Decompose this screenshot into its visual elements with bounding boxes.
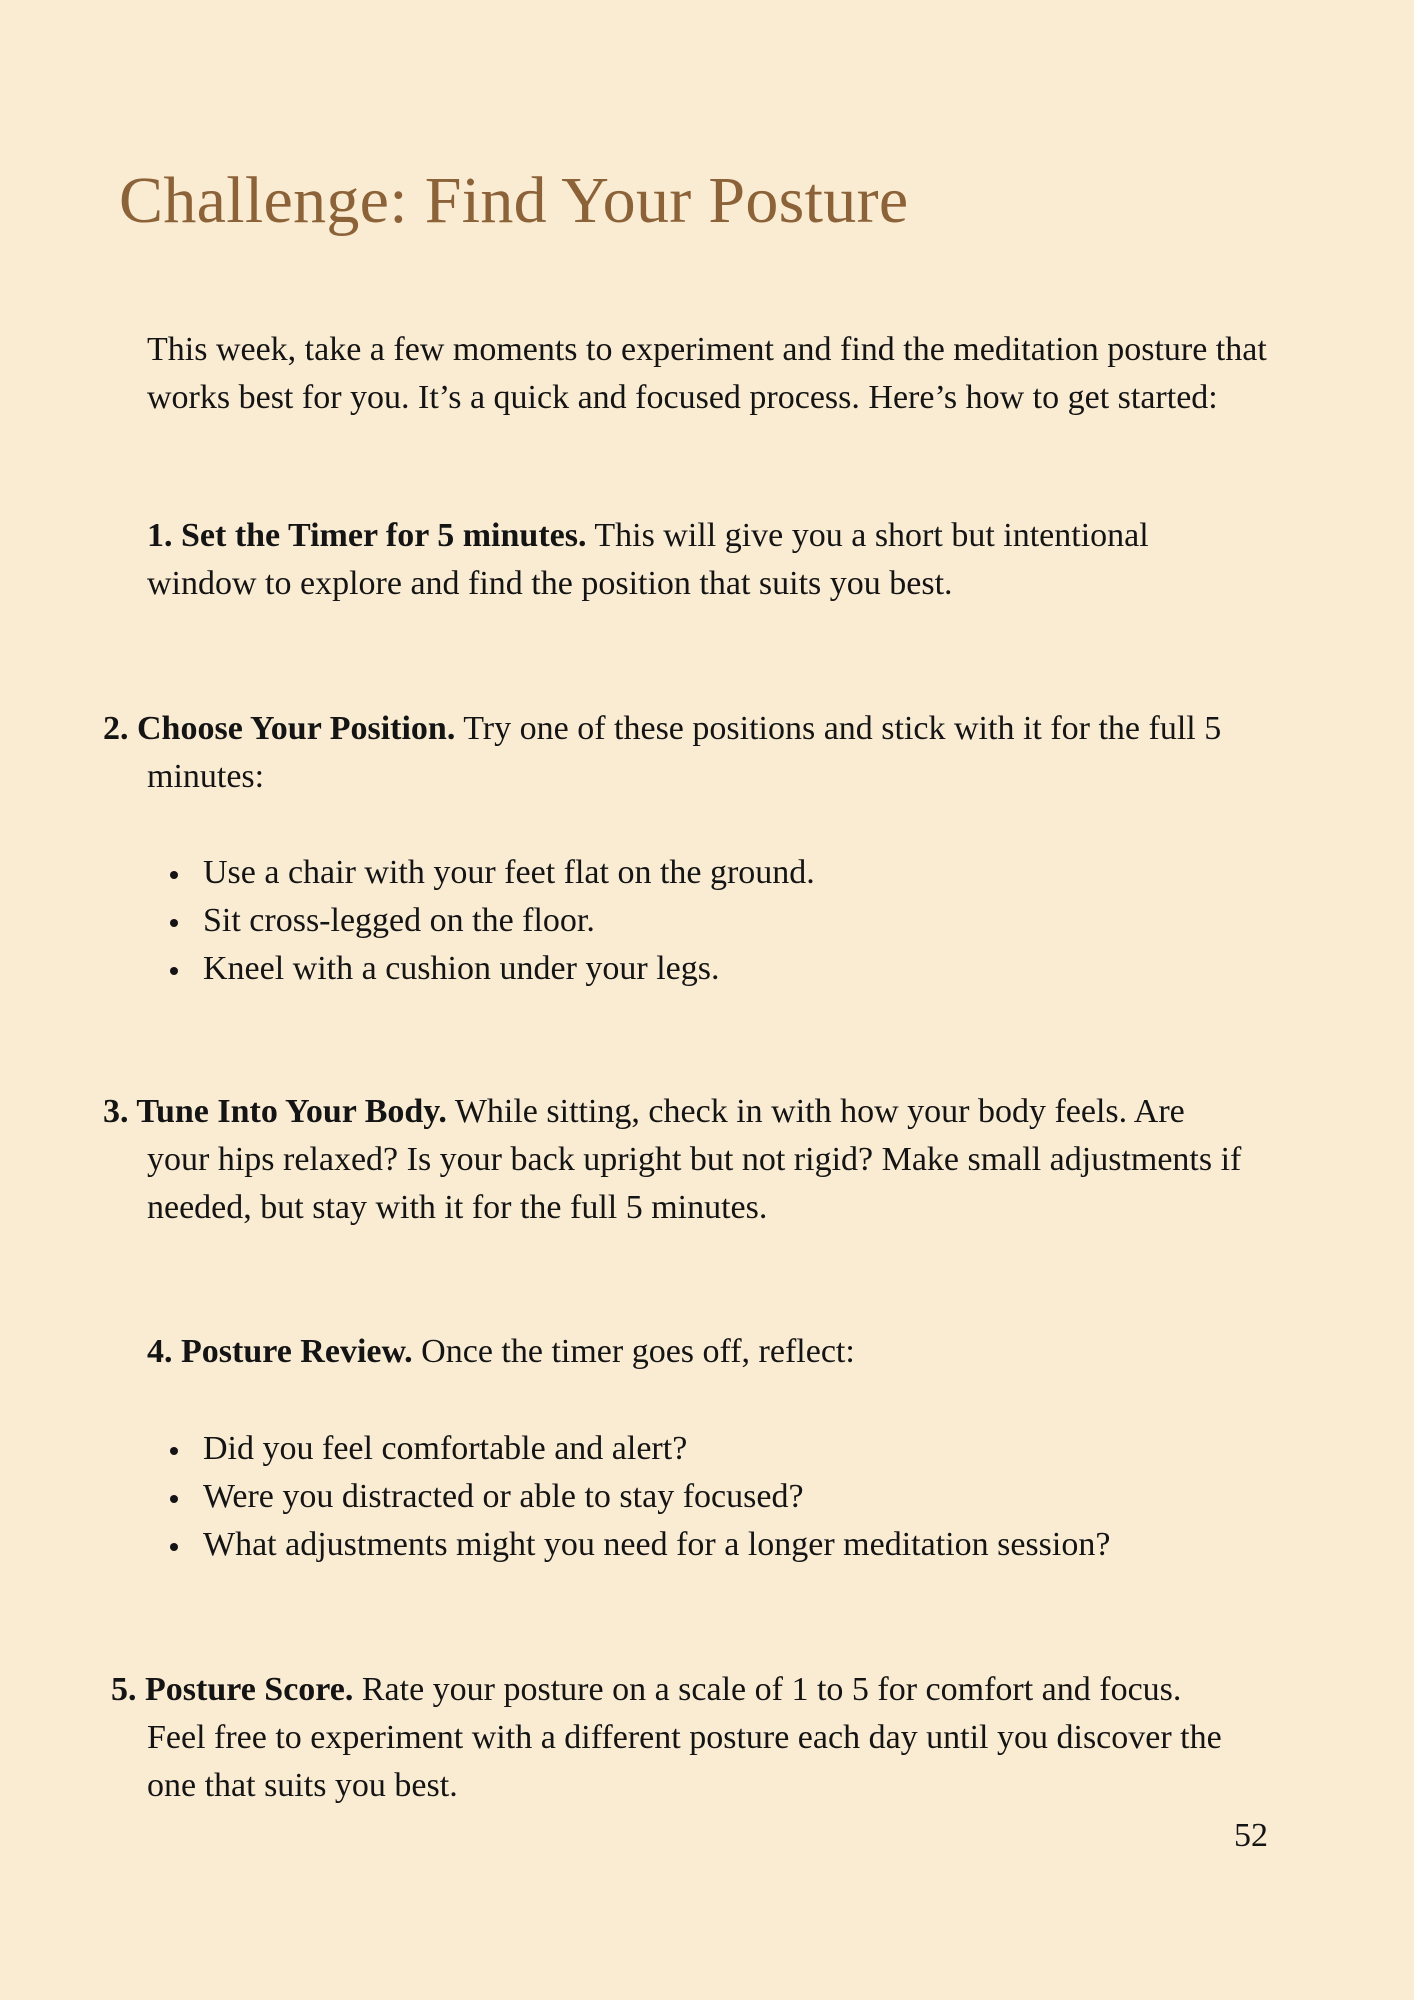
step-5 (111, 1666, 1247, 1810)
step-4-bullet-list (162, 1425, 1110, 1569)
step-1-heading: 1. Set the Timer for 5 minutes. (147, 517, 587, 554)
list-item: Sit cross-legged on the floor. (162, 897, 815, 945)
step-2 (103, 705, 1247, 801)
step-2-bullet-list (162, 849, 815, 993)
step-1 (147, 512, 1257, 608)
step-1-text: This will give you a short but intentional window to explore and find the position that suits you best. (147, 517, 1149, 602)
step-5-text: Rate your posture on a scale of 1 to 5 for comfort and focus. Feel free to experiment with a different posture each day until you discover the one that suits you best. (147, 1671, 1222, 1804)
intro-paragraph: This week, take a few moments to experiment and find the meditation posture that works best for you. It’s a quick and focused process. Here’s how to get started: (147, 331, 1267, 416)
list-item: Use a chair with your feet flat on the ground. (162, 849, 815, 897)
step-4-text: Once the timer goes off, reflect: (421, 1333, 855, 1370)
step-2-heading: 2. Choose Your Position. (103, 710, 456, 747)
list-item: Were you distracted or able to stay focused? (162, 1473, 1110, 1521)
list-item: What adjustments might you need for a longer meditation session? (162, 1521, 1110, 1569)
page-title: Challenge: Find Your Posture (119, 164, 909, 237)
step-3 (103, 1088, 1247, 1232)
step-3-heading: 3. Tune Into Your Body. (103, 1093, 447, 1130)
list-item: Kneel with a cushion under your legs. (162, 945, 815, 993)
step-4-heading: 4. Posture Review. (147, 1333, 413, 1370)
step-5-heading: 5. Posture Score. (111, 1671, 354, 1708)
step-4 (147, 1328, 1257, 1376)
step-2-text: Try one of these positions and stick with it for the full 5 minutes: (147, 710, 1222, 795)
step-3-text: While sitting, check in with how your body feels. Are your hips relaxed? Is your back upright but not rigid? Make small adjustments if needed, but stay with it for the full 5 minutes. (147, 1093, 1242, 1226)
page-number: 52 (1234, 1817, 1268, 1854)
list-item: Did you feel comfortable and alert? (162, 1425, 1110, 1473)
